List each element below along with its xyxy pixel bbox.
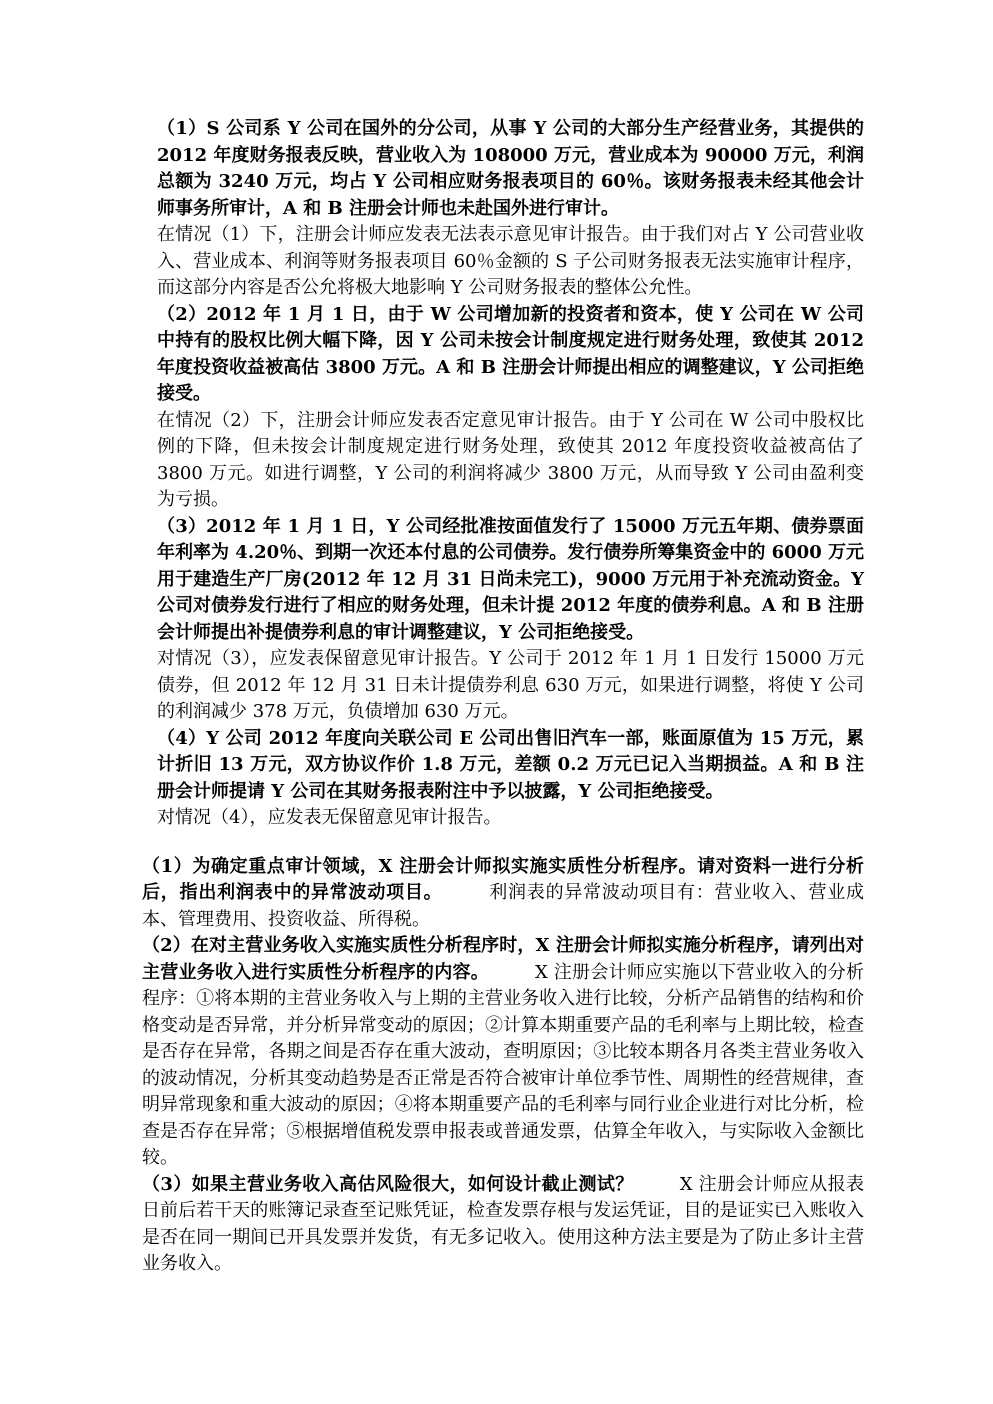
case-4-opinion: 对情况（4），应发表无保留意见审计报告。 — [157, 807, 502, 828]
case-2-opinion: 在情况（2）下，注册会计师应发表否定意见审计报告。由于 Y 公司在 W 公司中股权比例的下降，但未按会计制度规定进行财务处理，致使其 2012 年度投资收益被高估了 3800 万元。如进行调整，Y 公司的利润将减少 3800 万元，从而导致 Y 公司由盈利变为亏损。 — [157, 409, 864, 510]
qa-item-1 — [142, 854, 864, 934]
case-4 — [157, 726, 864, 832]
answer-1-text: 利润表的异常波动项目有：营业收入、营业成本、管理费用、投资收益、所得税。 — [142, 882, 865, 930]
question-2-text: （2）在对主营业务收入实施实质性分析程序时，X 注册会计师拟实施分析程序，请列出对主营业务收入进行实质性分析程序的内容。 — [142, 935, 864, 983]
case-1-description: （1）S 公司系 Y 公司在国外的分公司，从事 Y 公司的大部分生产经营业务，其提供的 2012 年度财务报表反映，营业收入为 108000 万元，营业成本为 90000 万元，利润总额为 3240 万元，均占 Y 公司相应财务报表项目的 60％。该财务报表未经其他会计师事务所审计，A 和 B 注册会计师也未赴国外进行审计。 — [157, 118, 864, 219]
case-2-description: （2）2012 年 1 月 1 日，由于 W 公司增加新的投资者和资本，使 Y 公司在 W 公司中持有的股权比例大幅下降，因 Y 公司未按会计制度规定进行财务处理，致使其 2012 年度投资收益被高估 3800 万元。A 和 B 注册会计师提出相应的调整建议，Y 公司拒绝接受。 — [157, 303, 864, 404]
case-1 — [157, 116, 864, 302]
case-1-opinion: 在情况（1）下，注册会计师应发表无法表示意见审计报告。由于我们对占 Y 公司营业收入、营业成本、利润等财务报表项目 60％金额的 S 子公司财务报表无法实施审计程序，而这部分内容是否公允将极大地影响 Y 公司财务报表的整体公允性。 — [157, 224, 864, 298]
case-3-opinion: 对情况（3），应发表保留意见审计报告。Y 公司于 2012 年 1 月 1 日发行 15000 万元债券，但 2012 年 12 月 31 日未计提债券利息 630 万元，如果进行调整，将使 Y 公司的利润减少 378 万元，负债增加 630 万元。 — [157, 648, 864, 722]
case-3 — [157, 514, 864, 726]
answer-2-text: X 注册会计师应实施以下营业收入的分析程序：①将本期的主营业务收入与上期的主营业务收入进行比较，分析产品销售的结构和价格变动是否异常，并分析异常变动的原因；②计算本期重要产品的毛利率与上期比较，检查是否存在异常，各期之间是否存在重大波动，查明原因；③比较本期各月各类主营业务收入的波动情况，分析其变动趋势是否正常是否符合被审计单位季节性、周期性的经营规律，查明异常现象和重大波动的原因；④将本期重要产品的毛利率与同行业企业进行对比分析，检查是否存在异常；⑤根据增值税发票申报表或普通发票，估算全年收入，与实际收入金额比较。 — [142, 961, 864, 1168]
qa-item-2 — [142, 933, 864, 1172]
case-2 — [157, 302, 864, 514]
qa-item-3 — [142, 1172, 864, 1278]
questions-section — [142, 854, 864, 1278]
question-3-text: （3）如果主营业务收入高估风险很大，如何设计截止测试？ — [142, 1173, 634, 1195]
question-1-text: （1）为确定重点审计领域，X 注册会计师拟实施实质性分析程序。请对资料一进行分析后，指出利润表中的异常波动项目。 — [142, 855, 864, 903]
case-3-description: （3）2012 年 1 月 1 日，Y 公司经批准按面值发行了 15000 万元五年期、债券票面年利率为 4.20％、到期一次还本付息的公司债券。发行债券所筹集资金中的 6000 万元用于建造生产厂房(2012 年 12 月 31 日尚未完工)，9000 万元用于补充流动资金。Y 公司对债券发行进行了相应的财务处理，但未计提 2012 年度的债券利息。A 和 B 注册会计师提出补提债券利息的审计调整建议，Y 公司拒绝接受。 — [157, 515, 864, 643]
case-4-description: （4）Y 公司 2012 年度向关联公司 E 公司出售旧汽车一部，账面原值为 15 万元，累计折旧 13 万元，双方协议作价 1.8 万元，差额 0.2 万元已记入当期损益。A 和 B 注册会计师提请 Y 公司在其财务报表附注中予以披露，Y 公司拒绝接受。 — [157, 727, 864, 802]
audit-cases-section — [157, 116, 864, 832]
answer-3-text: X 注册会计师应从报表日前后若干天的账簿记录查至记账凭证，检查发票存根与发运凭证，目的是证实已入账收入是否在同一期间已开具发票并发货，有无多记收入。使用这种方法主要是为了防止多计主营业务收入。 — [142, 1173, 864, 1274]
